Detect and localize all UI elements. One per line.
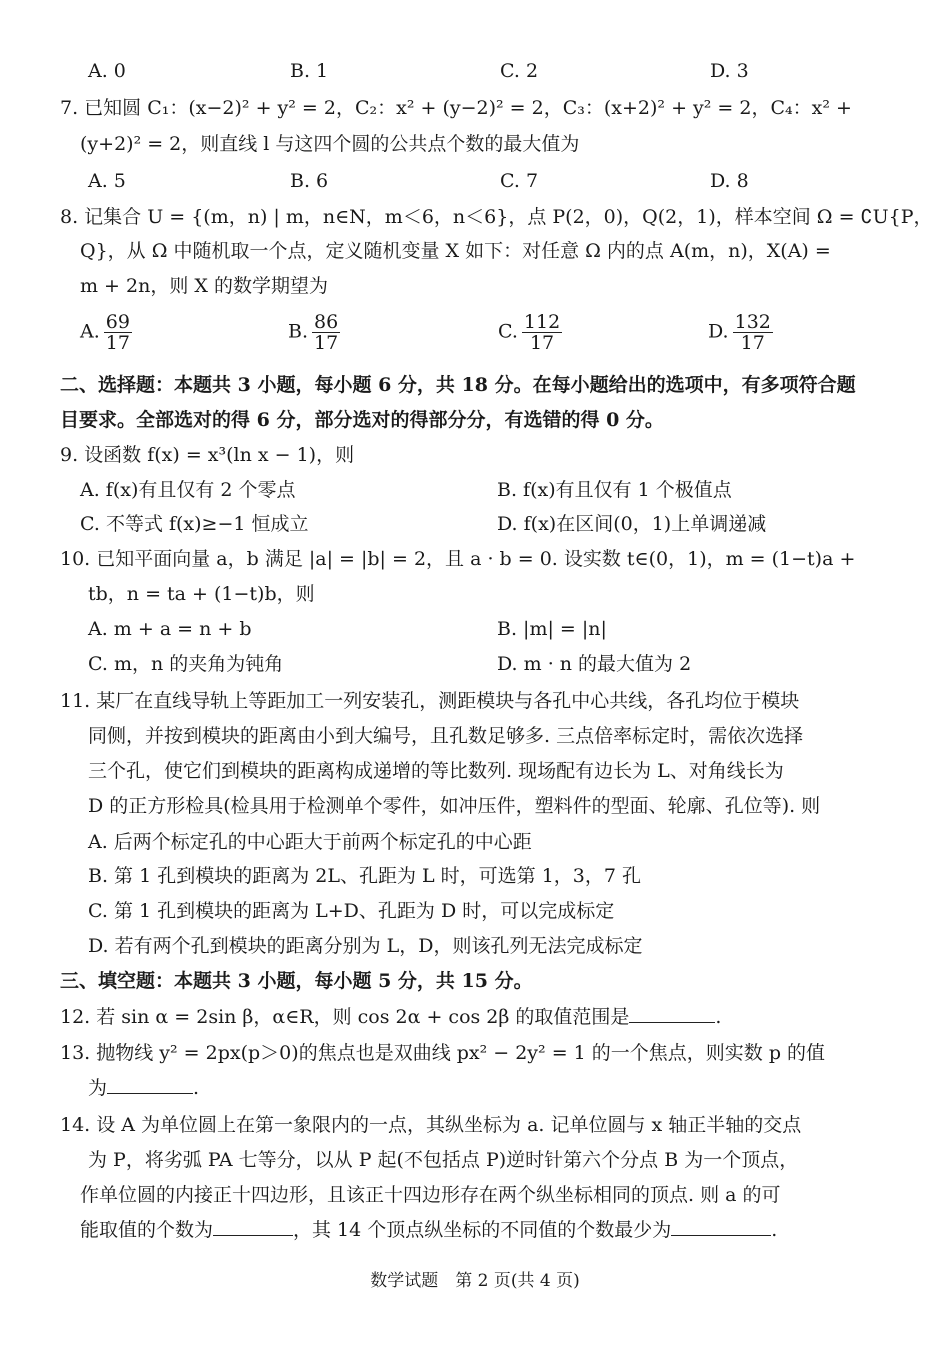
q11-stem-line1: 11. 某厂在直线导轨上等距加工一列安装孔，测距模块与各孔中心共线，各孔均位于模块 [60, 690, 800, 712]
q13-text: 为 [88, 1077, 108, 1099]
q14-answer-blank-2[interactable] [671, 1217, 771, 1236]
q6-option-b: B. 1 [290, 60, 329, 82]
q14-stem-line1: 14. 设 A 为单位圆上在第一象限内的一点，其纵坐标为 a. 记单位圆与 x 轴正半轴的交点 [60, 1114, 802, 1136]
q8-stem-line3: m + 2n，则 X 的数学期望为 [80, 275, 328, 297]
q11-option-a: A. 后两个标定孔的中心距大于前两个标定孔的中心距 [88, 831, 532, 853]
denominator: 17 [740, 332, 765, 354]
q8-option-c [498, 312, 562, 353]
q6-option-a: A. 0 [88, 60, 126, 82]
section2-heading-line1: 二、选择题：本题共 3 小题，每小题 6 分，共 18 分。在每小题给出的选项中，有多项符合题 [60, 374, 856, 396]
q14-answer-blank-1[interactable] [213, 1217, 293, 1236]
q9-option-c: C. 不等式 f(x)≥−1 恒成立 [80, 513, 309, 535]
q13-stem-line2 [88, 1075, 199, 1101]
q7-option-b: B. 6 [290, 170, 329, 192]
q8-stem-line1: 8. 记集合 U = {(m，n) | m，n∈N，m＜6，n＜6}，点 P(2，0)，Q(2，1)，样本空间 Ω = ∁U{P， [60, 206, 933, 228]
q6-option-d: D. 3 [710, 60, 749, 82]
q8-option-d [708, 312, 773, 353]
q6-option-c: C. 2 [500, 60, 539, 82]
q14-end: . [771, 1219, 778, 1241]
q9-option-b: B. f(x)有且仅有 1 个极值点 [497, 479, 732, 501]
q10-option-c: C. m，n 的夹角为钝角 [88, 653, 284, 675]
q13-end: . [193, 1077, 200, 1099]
q8-option-a [80, 312, 132, 353]
q13-answer-blank[interactable] [107, 1075, 193, 1094]
q10-option-a: A. m + a = n + b [88, 618, 252, 640]
fraction [312, 312, 340, 353]
q9-stem: 9. 设函数 f(x) = x³(ln x − 1)，则 [60, 444, 355, 466]
q9-option-d: D. f(x)在区间(0，1)上单调递减 [497, 513, 767, 535]
numerator: 86 [314, 311, 339, 333]
q11-option-c: C. 第 1 孔到模块的距离为 L+D、孔距为 D 时，可以完成标定 [88, 900, 615, 922]
q11-stem-line4: D 的正方形检具(检具用于检测单个零件，如冲压件，塑料件的型面、轮廓、孔位等). 则 [88, 795, 821, 817]
q14-text-a: 能取值的个数为 [80, 1219, 214, 1241]
q11-stem-line2: 同侧，并按到模块的距离由小到大编号，且孔数足够多. 三点倍率标定时，需依次选择 [88, 725, 804, 747]
q14-text-b: ，其 14 个顶点纵坐标的不同值的个数最少为 [293, 1219, 672, 1241]
denominator: 17 [314, 332, 339, 354]
option-letter: C. [498, 320, 518, 343]
fraction [522, 312, 562, 353]
q10-option-d: D. m · n 的最大值为 2 [497, 653, 692, 675]
q13-stem-line1: 13. 抛物线 y² = 2px(p＞0)的焦点也是双曲线 px² − 2y² = 1 的一个焦点，则实数 p 的值 [60, 1042, 826, 1064]
q12-end: . [715, 1006, 722, 1028]
page-footer: 数学试题 第 2 页(共 4 页) [370, 1271, 580, 1291]
q9-option-a: A. f(x)有且仅有 2 个零点 [80, 479, 296, 501]
option-letter: D. [708, 320, 729, 343]
fraction [104, 312, 132, 353]
numerator: 132 [734, 311, 771, 333]
option-letter: B. [288, 320, 309, 343]
q10-option-b: B. |m| = |n| [497, 618, 607, 640]
q12-stem [60, 1004, 721, 1030]
numerator: 69 [105, 311, 130, 333]
q8-stem-line2: Q}，从 Ω 中随机取一个点，定义随机变量 X 如下：对任意 Ω 内的点 A(m，n)，X(A) = [80, 240, 831, 262]
section2-heading-line2: 目要求。全部选对的得 6 分，部分选对的得部分分，有选错的得 0 分。 [60, 409, 664, 431]
denominator: 17 [529, 332, 555, 354]
q12-text: 12. 若 sin α = 2sin β，α∈R，则 cos 2α + cos 2β 的取值范围是 [60, 1006, 630, 1028]
q14-stem-line4 [80, 1217, 777, 1243]
q14-stem-line2: 为 P，将劣弧 PA 七等分，以从 P 起(不包括点 P)逆时针第六个分点 B 为一个顶点， [88, 1149, 799, 1171]
q10-stem-line2: tb，n = ta + (1−t)b，则 [88, 583, 315, 605]
q7-option-c: C. 7 [500, 170, 539, 192]
q7-option-d: D. 8 [710, 170, 749, 192]
q11-stem-line3: 三个孔，使它们到模块的距离构成递增的等比数列. 现场配有边长为 L、对角线长为 [88, 760, 784, 782]
q14-stem-line3: 作单位圆的内接正十四边形，且该正十四边形存在两个纵坐标相同的顶点. 则 a 的可 [80, 1184, 781, 1206]
section3-heading: 三、填空题：本题共 3 小题，每小题 5 分，共 15 分。 [60, 970, 533, 992]
fraction [733, 312, 773, 353]
q11-option-d: D. 若有两个孔到模块的距离分别为 L，D，则该孔列无法完成标定 [88, 935, 643, 957]
q11-option-b: B. 第 1 孔到模块的距离为 2L、孔距为 L 时，可选第 1，3，7 孔 [88, 865, 641, 887]
q10-stem-line1: 10. 已知平面向量 a，b 满足 |a| = |b| = 2，且 a · b = 0. 设实数 t∈(0，1)，m = (1−t)a + [60, 548, 856, 570]
q7-stem-line1: 7. 已知圆 C₁：(x−2)² + y² = 2，C₂：x² + (y−2)² = 2，C₃：(x+2)² + y² = 2，C₄：x² + [60, 97, 852, 119]
q12-answer-blank[interactable] [629, 1004, 715, 1023]
denominator: 17 [105, 332, 130, 354]
numerator: 112 [523, 311, 561, 333]
q7-option-a: A. 5 [88, 170, 126, 192]
q8-option-b [288, 312, 340, 353]
q7-stem-line2: (y+2)² = 2，则直线 l 与这四个圆的公共点个数的最大值为 [80, 133, 580, 155]
option-letter: A. [80, 320, 100, 343]
